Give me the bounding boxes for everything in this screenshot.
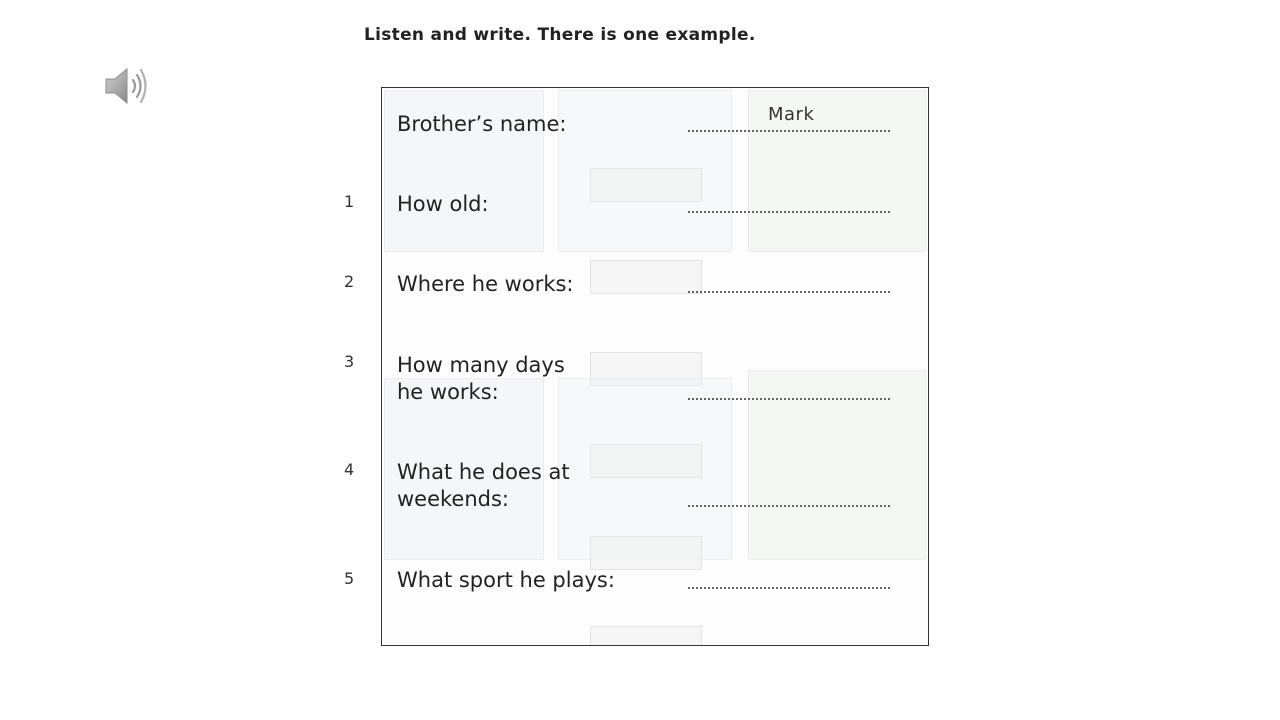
- question-number: 2: [344, 272, 355, 291]
- example-answer: Mark: [768, 104, 815, 125]
- question-label: How old:: [397, 192, 489, 216]
- instruction-text: Listen and write. There is one example.: [364, 25, 756, 45]
- question-number: 1: [344, 192, 355, 211]
- question-label: How many days he works:: [397, 353, 565, 404]
- example-label: Brother’s name:: [397, 112, 567, 136]
- question-number: 4: [344, 460, 355, 479]
- answer-line[interactable]: [687, 398, 890, 400]
- question-number: 3: [344, 352, 355, 371]
- faded-tag: [590, 626, 702, 646]
- question-label: What he does at weekends:: [397, 460, 570, 511]
- answer-line[interactable]: [687, 505, 890, 507]
- answer-line[interactable]: [687, 291, 890, 293]
- faded-tag: [590, 536, 702, 570]
- answer-line[interactable]: [687, 211, 890, 213]
- faded-tag: [590, 444, 702, 478]
- question-number: 5: [344, 569, 355, 588]
- answer-line[interactable]: [687, 130, 890, 132]
- question-label: Where he works:: [397, 272, 574, 296]
- speaker-icon[interactable]: [102, 64, 150, 108]
- question-label: What sport he plays:: [397, 568, 615, 592]
- answer-line[interactable]: [687, 587, 890, 589]
